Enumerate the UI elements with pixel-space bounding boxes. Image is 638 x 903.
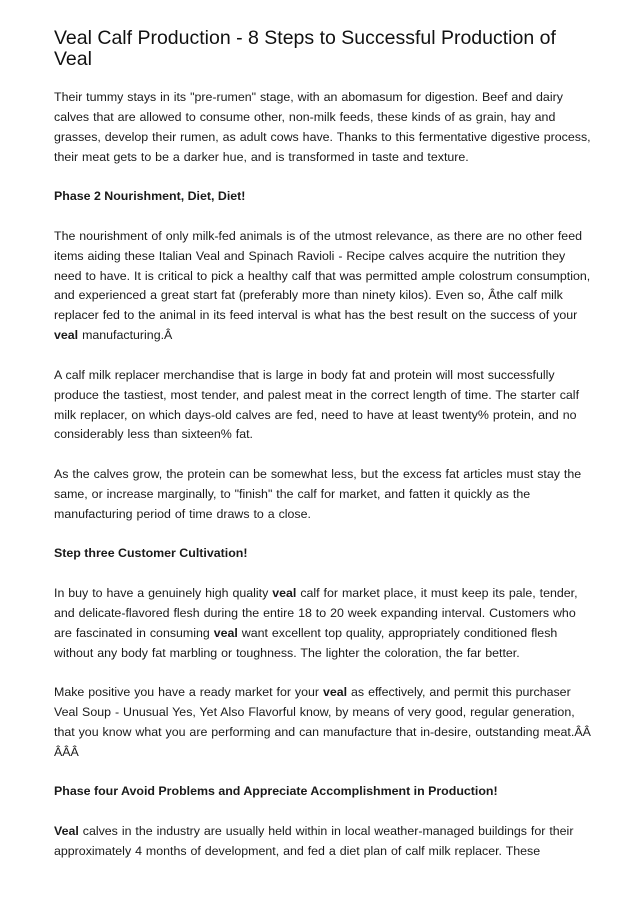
section-heading: Step three Customer Cultivation! xyxy=(54,546,248,561)
paragraph-text: calf for market place, it must keep its pale, tender, and delicate-flavored flesh during the entire 18 to 20 week expanding interval. Customers who are fascinated in consuming xyxy=(54,585,578,640)
paragraph-text: want excellent top quality, appropriately conditioned flesh without any body fat marbling or toughness. The lighter the coloration, the far better. xyxy=(54,625,558,660)
paragraph-text: As the calves grow, the protein can be somewhat less, but the excess fat articles must stay the same, or increase marginally, to "finish" the calf for market, and fatten it quickly as the manufacturing period of time draws to a close. xyxy=(54,466,582,521)
keyword-highlight: veal xyxy=(322,685,348,699)
document-body xyxy=(54,88,594,862)
keyword-highlight: veal xyxy=(272,585,297,600)
document-title: Veal Calf Production - 8 Steps to Successful Production of Veal xyxy=(54,27,556,70)
paragraph-text: as effectively, and permit this purchaser Veal Soup - Unusual Yes, Yet Also Flavorful know, by means of very good, regular generation, that you know what you are performing and can manufacture that in-desire, outstanding meat.ÂÂ ÂÂÂ xyxy=(54,685,591,759)
body-paragraph xyxy=(54,88,594,168)
document-page xyxy=(54,28,594,881)
body-paragraph xyxy=(54,366,594,446)
section-heading: Phase 2 Nourishment, Diet, Diet! xyxy=(54,189,246,204)
paragraph-text: A calf milk replacer merchandise that is large in body fat and protein will most successfully produce the tastiest, most tender, and palest meat in the correct length of time. The starter calf milk replacer, on which days-old calves are fed, need to have at least twenty% protein, and no considerably less than sixteen% fat. xyxy=(54,367,580,442)
section-heading: Phase four Avoid Problems and Appreciate Accomplishment in Production! xyxy=(54,784,498,799)
body-paragraph xyxy=(54,822,594,862)
paragraph-text: calves in the industry are usually held within in local weather-managed buildings for their approximately 4 months of development, and fed a diet plan of calf milk replacer. These xyxy=(54,823,574,858)
body-paragraph xyxy=(54,227,594,346)
keyword-highlight: Veal xyxy=(54,823,79,838)
paragraph-text: The nourishment of only milk-fed animals is of the utmost relevance, as there are no other feed items aiding these Italian Veal and Spinach Ravioli - Recipe calves acquire the nutrition they need to have. It is critical to pick a healthy calf that was permitted ample colostrum consumption, and experienced a great start fat (preferably more than ninety kilos). Even so, Âthe calf milk replacer fed to the animal in its feed interval is what has the best result on the success of your xyxy=(54,228,591,323)
paragraph-text: Their tummy stays in its "pre-rumen" stage, with an abomasum for digestion. Beef and dairy calves that are allowed to consume other, non-milk feeds, these kinds of as grain, hay and grasses, develop their rumen, as adult cows have. Thanks to this fermentative digestive process, their meat gets to be a darker hue, and is transformed in taste and texture. xyxy=(54,90,591,164)
paragraph-text: manufacturing.Â xyxy=(78,328,173,343)
body-paragraph xyxy=(54,683,594,763)
body-paragraph xyxy=(54,584,594,664)
keyword-highlight: veal xyxy=(54,328,79,343)
keyword-highlight: veal xyxy=(213,625,238,640)
paragraph-text: In buy to have a genuinely high quality xyxy=(54,585,273,600)
paragraph-text: Make positive you have a ready market for your xyxy=(54,685,323,699)
body-paragraph xyxy=(54,465,594,525)
